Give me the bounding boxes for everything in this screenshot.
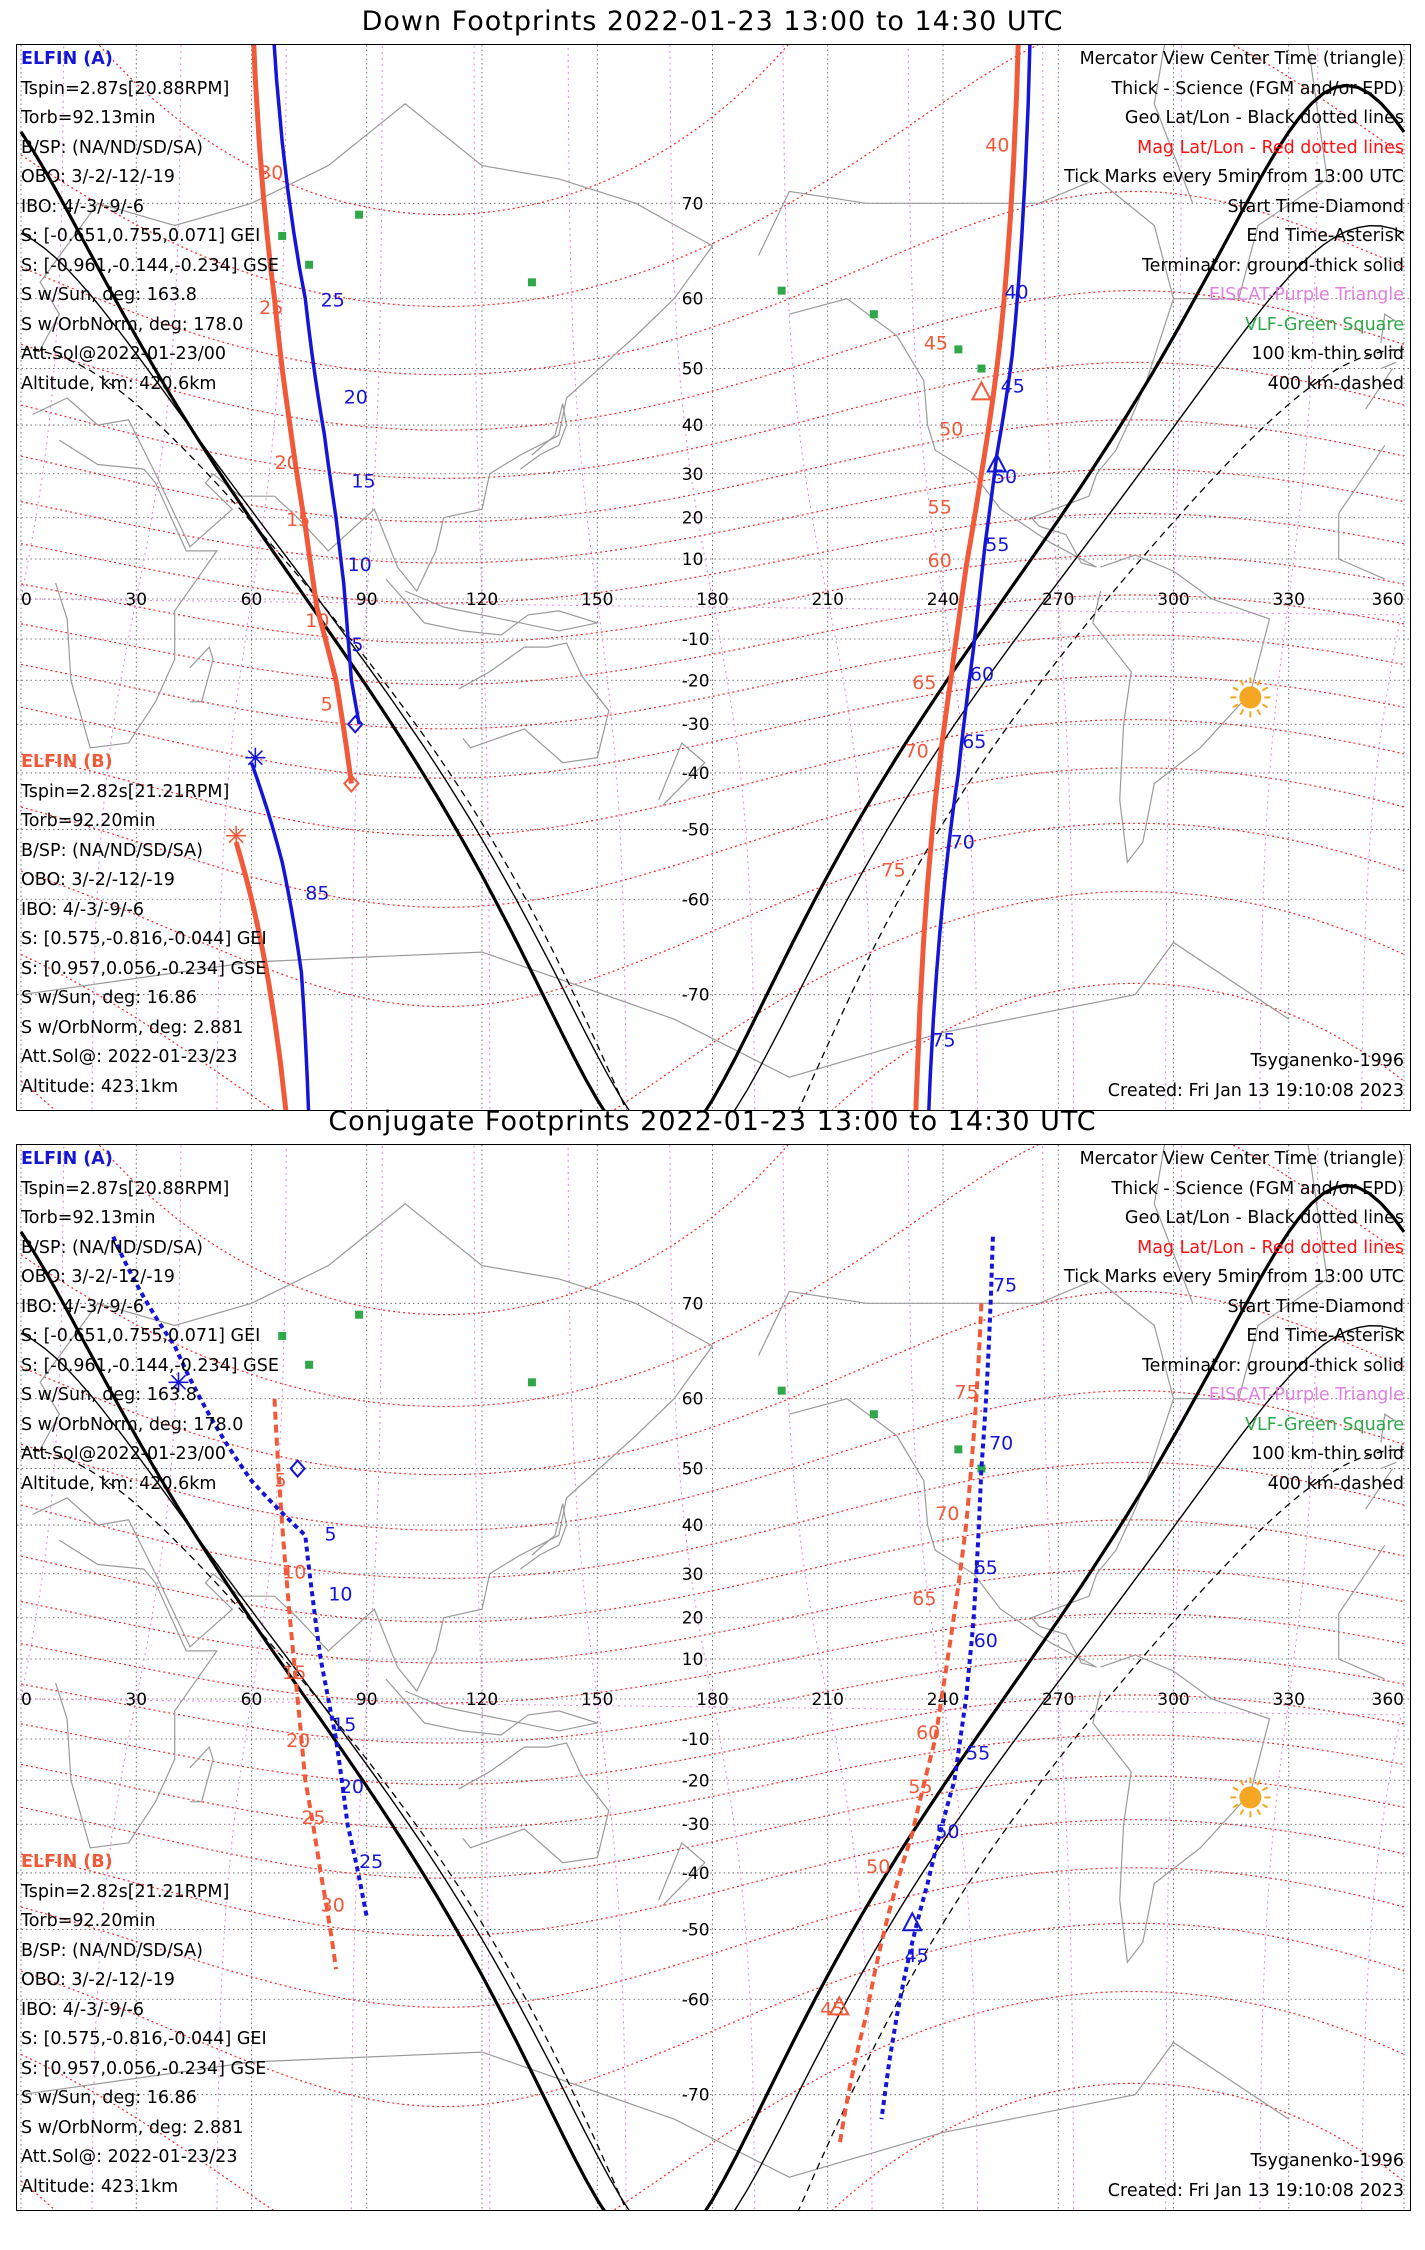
lat-tick-label: 70	[681, 1294, 704, 1315]
lon-tick-label: 180	[696, 590, 729, 610]
elfin-b-tick-label: 65	[912, 1587, 937, 1610]
sun-ray	[1240, 1810, 1243, 1815]
elfin-a-tick-label: 65	[962, 730, 987, 753]
legend-400km: 400 km-dashed	[1267, 373, 1404, 394]
lat-tick-label: 50	[681, 1459, 704, 1480]
elfin-a-tick-label: 70	[989, 1432, 1014, 1455]
elfin-a-tick-label: 5	[351, 634, 364, 657]
elfin-b-tick-label: 55	[927, 496, 952, 519]
lat-tick-label: -10	[681, 629, 710, 650]
elfin-b-tick-label: 25	[259, 297, 284, 320]
coastline	[520, 1504, 566, 1570]
elfin-a-tick-label: 60	[973, 1629, 998, 1652]
legend-center: Mercator View Center Time (triangle)	[1079, 1149, 1404, 1169]
vlf-station-square	[778, 1387, 786, 1395]
elfin-a-tick-label: 60	[969, 663, 995, 686]
info-line: OBO: 3/-2/-12/-19	[21, 167, 175, 187]
lat-tick-label: -30	[681, 1815, 710, 1836]
lon-tick-label: 330	[1272, 590, 1305, 610]
legend-thick: Thick - Science (FGM and/or EPD)	[1111, 78, 1404, 99]
sun-disk	[1239, 686, 1261, 708]
elfin-b-tick-label: 10	[305, 609, 330, 632]
legend-eiscat: EISCAT-Purple Triangle	[1208, 1385, 1404, 1405]
elfin-b-info	[21, 748, 267, 1102]
legend-thick: Thick - Science (FGM and/or EPD)	[1111, 1178, 1404, 1199]
info-line: S w/Sun, deg: 163.8	[21, 1385, 197, 1405]
lat-tick-label: 20	[681, 1608, 704, 1629]
model-name: Tsyganenko-1996	[1250, 1051, 1404, 1071]
info-line: S w/OrbNorm, deg: 178.0	[21, 1414, 244, 1435]
elfin-b-info	[21, 1848, 267, 2202]
elfin-a-tick-label: 70	[950, 831, 975, 854]
info-line: Tspin=2.82s[21.21RPM]	[21, 1881, 230, 1902]
elfin-b-tick-label: 75	[881, 859, 906, 882]
info-line: S w/OrbNorm, deg: 2.881	[21, 1017, 244, 1038]
elfin-b-tick-label: 20	[274, 452, 299, 475]
coastline	[520, 404, 566, 470]
lon-tick-label: 0	[21, 590, 32, 610]
info-line: S: [-0.961,-0.144,-0.234] GSE	[21, 1355, 279, 1376]
info-line: B/SP: (NA/ND/SD/SA)	[21, 1237, 203, 1258]
lon-tick-label: 120	[465, 590, 499, 610]
created-timestamp: Created: Fri Jan 13 19:10:08 2023	[1107, 2180, 1404, 2201]
info-line: OBO: 3/-2/-12/-19	[21, 870, 175, 890]
info-line: S w/Sun, deg: 16.86	[21, 2088, 197, 2108]
elfin-b-tick-label: 30	[320, 1894, 345, 1917]
info-line: S: [0.957,0.056,-0.234] GSE	[21, 2058, 267, 2079]
legend	[1064, 1145, 1404, 1499]
sun-ray	[1262, 687, 1267, 690]
lon-tick-label: 300	[1157, 590, 1190, 610]
lat-tick-label: 50	[681, 359, 704, 380]
info-line: Att.Sol@2022-01-23/00	[21, 344, 226, 364]
info-line: Att.Sol@: 2022-01-23/23	[21, 1047, 238, 1067]
info-line: IBO: 4/-3/-9/-6	[21, 1296, 144, 1317]
panel-title-conjugate: Conjugate Footprints 2022-01-23 13:00 to 14:30 UTC	[328, 1106, 1097, 1137]
info-line: Torb=92.20min	[21, 811, 156, 831]
mag-latitude-line	[21, 420, 1404, 522]
elfin-a-tick-label: 10	[328, 1583, 353, 1606]
info-line: Altitude, km: 420.6km	[21, 373, 217, 394]
vlf-station-square	[528, 1378, 536, 1386]
elfin-b-tick-label: 70	[935, 1502, 960, 1525]
lon-tick-label: 30	[125, 1690, 148, 1710]
sun-icon	[1230, 677, 1270, 717]
elfin-a-tick-label: 15	[351, 470, 376, 493]
vlf-station-square	[305, 261, 313, 269]
lon-tick-label: 330	[1272, 1690, 1305, 1710]
lat-tick-label: -20	[681, 671, 710, 692]
coastline	[459, 1743, 609, 1863]
info-line: Altitude, km: 420.6km	[21, 1473, 217, 1494]
legend-end: End Time-Asterisk	[1246, 226, 1404, 246]
elfin-b-tick-label: 30	[259, 161, 284, 184]
lat-tick-label: 60	[681, 1389, 704, 1410]
elfin-b-tick-label: 40	[985, 134, 1010, 157]
legend-mag: Mag Lat/Lon - Red dotted lines	[1137, 1237, 1404, 1258]
vlf-station-square	[278, 1332, 286, 1340]
legend-end: End Time-Asterisk	[1246, 1326, 1404, 1346]
sun-ray	[1262, 1804, 1267, 1807]
elfin-b-tick-label: 20	[286, 1730, 311, 1753]
elfin-a-tick-label: 55	[985, 533, 1010, 556]
coastline	[190, 1747, 213, 1802]
elfin-b-tick-label: 55	[908, 1776, 933, 1799]
elfin-b-tick-label: 10	[282, 1561, 307, 1584]
legend-vlf: VLF-Green Square	[1245, 1414, 1404, 1435]
info-line: S w/OrbNorm, deg: 2.881	[21, 2117, 244, 2138]
elfin-a-title: ELFIN (A)	[21, 1149, 113, 1169]
elfin-b-tick-label: 50	[866, 1855, 891, 1878]
lat-tick-label: 20	[681, 508, 704, 529]
legend-eiscat: EISCAT-Purple Triangle	[1208, 285, 1404, 305]
elfin-a-track	[924, 45, 1032, 1110]
info-line: Att.Sol@2022-01-23/00	[21, 1444, 226, 1464]
vlf-station-square	[954, 1445, 962, 1453]
lat-tick-label: 30	[681, 464, 704, 485]
lat-tick-label: -30	[681, 715, 710, 736]
legend-geo: Geo Lat/Lon - Black dotted lines	[1124, 108, 1404, 128]
elfin-b-tick-label: 60	[916, 1721, 941, 1744]
lat-tick-label: -70	[681, 985, 710, 1006]
lon-tick-label: 240	[926, 590, 960, 610]
sun-icon	[1230, 1777, 1270, 1817]
info-line: OBO: 3/-2/-12/-19	[21, 1267, 175, 1287]
lon-tick-label: 360	[1371, 1690, 1404, 1710]
lat-tick-label: 40	[681, 416, 704, 437]
elfin-b-tick-label: 65	[912, 671, 937, 694]
elfin-a-tick-label: 15	[332, 1713, 357, 1736]
vlf-station-square	[977, 365, 985, 373]
model-name: Tsyganenko-1996	[1250, 2151, 1404, 2171]
lat-tick-label: 70	[681, 194, 704, 215]
legend-ticks: Tick Marks every 5min from 13:00 UTC	[1064, 1267, 1404, 1287]
info-line: Torb=92.20min	[21, 1911, 156, 1931]
lon-tick-label: 30	[125, 590, 148, 610]
elfin-a-tick-label: 55	[966, 1742, 991, 1765]
lon-tick-label: 270	[1042, 590, 1075, 610]
legend-center: Mercator View Center Time (triangle)	[1079, 49, 1404, 69]
info-line: Torb=92.13min	[21, 108, 156, 128]
vlf-station-square	[278, 232, 286, 240]
elfin-a-tick-label: 45	[904, 1945, 929, 1968]
legend-400km: 400 km-dashed	[1267, 1473, 1404, 1494]
info-line: S: [0.957,0.056,-0.234] GSE	[21, 958, 267, 979]
info-line: Tspin=2.87s[20.88RPM]	[21, 1178, 230, 1199]
lat-tick-label: 40	[681, 1516, 704, 1537]
elfin-b-tick-label: 5	[274, 1469, 287, 1492]
lon-tick-label: 150	[581, 590, 614, 610]
elfin-a-tick-label: 20	[343, 386, 368, 409]
elfin-b-track	[839, 1303, 981, 2146]
elfin-a-tick-label: 20	[339, 1776, 365, 1799]
map-panel-conjugate	[16, 1144, 1411, 2211]
elfin-a-tick-label: 75	[931, 1029, 956, 1052]
vlf-station-square	[355, 211, 363, 219]
info-line: IBO: 4/-3/-9/-6	[21, 1999, 144, 2020]
lon-tick-label: 90	[355, 1690, 378, 1710]
elfin-a-info	[21, 45, 279, 399]
lon-tick-label: 270	[1042, 1690, 1075, 1710]
sun-ray	[1240, 680, 1243, 685]
elfin-a-tick-label: 50	[935, 1821, 960, 1844]
elfin-b-tick-label: 75	[954, 1381, 979, 1404]
legend-start: Start Time-Diamond	[1227, 196, 1404, 217]
lon-tick-label: 360	[1371, 590, 1404, 610]
lat-tick-label: -10	[681, 1729, 710, 1750]
elfin-a-title: ELFIN (A)	[21, 49, 113, 69]
lon-tick-label: 300	[1157, 1690, 1190, 1710]
vlf-station-square	[954, 345, 962, 353]
info-line: S w/Sun, deg: 163.8	[21, 285, 197, 305]
sun-ray	[1257, 1810, 1260, 1815]
sun-disk	[1239, 1786, 1261, 1808]
legend-terminator: Terminator: ground-thick solid	[1141, 1355, 1404, 1376]
lon-tick-label: 0	[21, 1690, 32, 1710]
info-line: Att.Sol@: 2022-01-23/23	[21, 2147, 238, 2167]
lat-tick-label: 60	[681, 289, 704, 310]
lat-tick-label: -20	[681, 1771, 710, 1792]
lat-tick-label: -40	[681, 763, 710, 784]
elfin-b-tick-label: 60	[927, 550, 952, 573]
vlf-station-square	[778, 287, 786, 295]
panel-title-down: Down Footprints 2022-01-23 13:00 to 14:30 UTC	[361, 6, 1064, 37]
legend-100km: 100 km-thin solid	[1251, 344, 1404, 364]
lat-tick-label: 10	[681, 1650, 704, 1671]
elfin-a-tick-label: 10	[347, 554, 372, 577]
info-line: OBO: 3/-2/-12/-19	[21, 1970, 175, 1990]
elfin-b-tick-label: 70	[904, 740, 929, 763]
sun-ray	[1240, 710, 1243, 715]
legend-start: Start Time-Diamond	[1227, 1296, 1404, 1317]
lon-tick-label: 60	[240, 590, 263, 610]
map-panel-down	[16, 44, 1411, 1111]
info-line: IBO: 4/-3/-9/-6	[21, 196, 144, 217]
info-line: S w/Sun, deg: 16.86	[21, 988, 197, 1008]
sun-ray	[1240, 1780, 1243, 1785]
info-line: S: [-0.651,0.755,0.071] GEI	[21, 1326, 261, 1346]
created-timestamp: Created: Fri Jan 13 19:10:08 2023	[1107, 1080, 1404, 1101]
elfin-b-track	[912, 45, 1020, 1110]
elfin-a-tick-label: 50	[992, 465, 1018, 488]
lon-tick-label: 210	[811, 590, 844, 610]
sun-ray	[1233, 1787, 1238, 1790]
sun-ray	[1257, 680, 1260, 685]
info-line: B/SP: (NA/ND/SD/SA)	[21, 1940, 203, 1961]
elfin-b-tick-label: 45	[820, 1998, 845, 2021]
lat-tick-label: -60	[681, 1990, 710, 2011]
elfin-a-tick-label: 5	[324, 1523, 337, 1546]
coastline	[459, 643, 609, 763]
lat-tick-label: 30	[681, 1564, 704, 1585]
legend-terminator: Terminator: ground-thick solid	[1141, 255, 1404, 276]
info-line: S: [-0.961,-0.144,-0.234] GSE	[21, 255, 279, 276]
elfin-a-tick-label: 85	[305, 882, 330, 905]
info-line: Torb=92.13min	[21, 1208, 156, 1228]
vlf-station-square	[355, 1311, 363, 1319]
legend	[1064, 45, 1404, 399]
sun-ray	[1262, 704, 1267, 707]
elfin-b-tick-label: 50	[939, 418, 964, 441]
sun-ray	[1262, 1787, 1267, 1790]
lon-tick-label: 180	[696, 1690, 729, 1710]
info-line: B/SP: (NA/ND/SD/SA)	[21, 137, 203, 158]
legend-100km: 100 km-thin solid	[1251, 1444, 1404, 1464]
mag-latitude-line	[21, 1520, 1404, 1622]
lon-tick-label: 150	[581, 1690, 614, 1710]
legend-mag: Mag Lat/Lon - Red dotted lines	[1137, 137, 1404, 158]
elfin-a-tick-label: 65	[973, 1556, 998, 1579]
elfin-b-tick-label: 5	[320, 693, 333, 716]
lat-tick-label: -50	[681, 820, 710, 841]
info-line: IBO: 4/-3/-9/-6	[21, 899, 144, 920]
info-line: Altitude: 423.1km	[21, 2176, 179, 2197]
elfin-a-tick-label: 45	[1000, 375, 1025, 398]
lon-tick-label: 90	[355, 590, 378, 610]
elfin-b-title: ELFIN (B)	[21, 1852, 113, 1872]
elfin-a-tick-label: 25	[359, 1850, 384, 1873]
lat-tick-label: -50	[681, 1920, 710, 1941]
legend-geo: Geo Lat/Lon - Black dotted lines	[1124, 1208, 1404, 1228]
lon-tick-label: 240	[926, 1690, 960, 1710]
lon-tick-label: 120	[465, 1690, 499, 1710]
info-line: B/SP: (NA/ND/SD/SA)	[21, 840, 203, 861]
elfin-a-tick-label: 25	[320, 289, 345, 312]
legend-ticks: Tick Marks every 5min from 13:00 UTC	[1064, 167, 1404, 187]
info-line: Tspin=2.82s[21.21RPM]	[21, 781, 230, 802]
elfin-a-tick-label: 40	[1004, 281, 1029, 304]
elfin-a-info	[21, 1145, 279, 1499]
lat-tick-label: -70	[681, 2085, 710, 2106]
elfin-b-center-triangle	[972, 382, 990, 399]
sun-ray	[1257, 710, 1260, 715]
elfin-b-title: ELFIN (B)	[21, 752, 113, 772]
vlf-station-square	[870, 310, 878, 318]
sun-ray	[1257, 1780, 1260, 1785]
elfin-b-tick-label: 15	[286, 509, 311, 532]
legend-vlf: VLF-Green Square	[1245, 314, 1404, 335]
elfin-b-tick-label: 25	[301, 1807, 326, 1830]
info-line: S: [0.575,-0.816,-0.044] GEI	[21, 2029, 267, 2049]
lon-tick-label: 60	[240, 1690, 263, 1710]
vlf-station-square	[870, 1410, 878, 1418]
credits	[1108, 2147, 1404, 2206]
elfin-a-tick-label: 75	[992, 1274, 1018, 1297]
lat-tick-label: 10	[681, 550, 704, 571]
credits	[1108, 1047, 1404, 1106]
info-line: S: [-0.651,0.755,0.071] GEI	[21, 226, 261, 246]
lat-tick-label: -40	[681, 1863, 710, 1884]
vlf-station-square	[528, 278, 536, 286]
info-line: Tspin=2.87s[20.88RPM]	[21, 78, 230, 99]
coastline	[190, 647, 213, 702]
lon-tick-label: 210	[811, 1690, 844, 1710]
vlf-station-square	[305, 1361, 313, 1369]
info-line: Altitude: 423.1km	[21, 1076, 179, 1097]
elfin-b-tick-label: 45	[923, 332, 948, 355]
lat-tick-label: -60	[681, 890, 710, 911]
info-line: S: [0.575,-0.816,-0.044] GEI	[21, 929, 267, 949]
info-line: S w/OrbNorm, deg: 178.0	[21, 314, 244, 335]
sun-ray	[1233, 687, 1238, 690]
elfin-b-tick-label: 15	[282, 1662, 307, 1685]
